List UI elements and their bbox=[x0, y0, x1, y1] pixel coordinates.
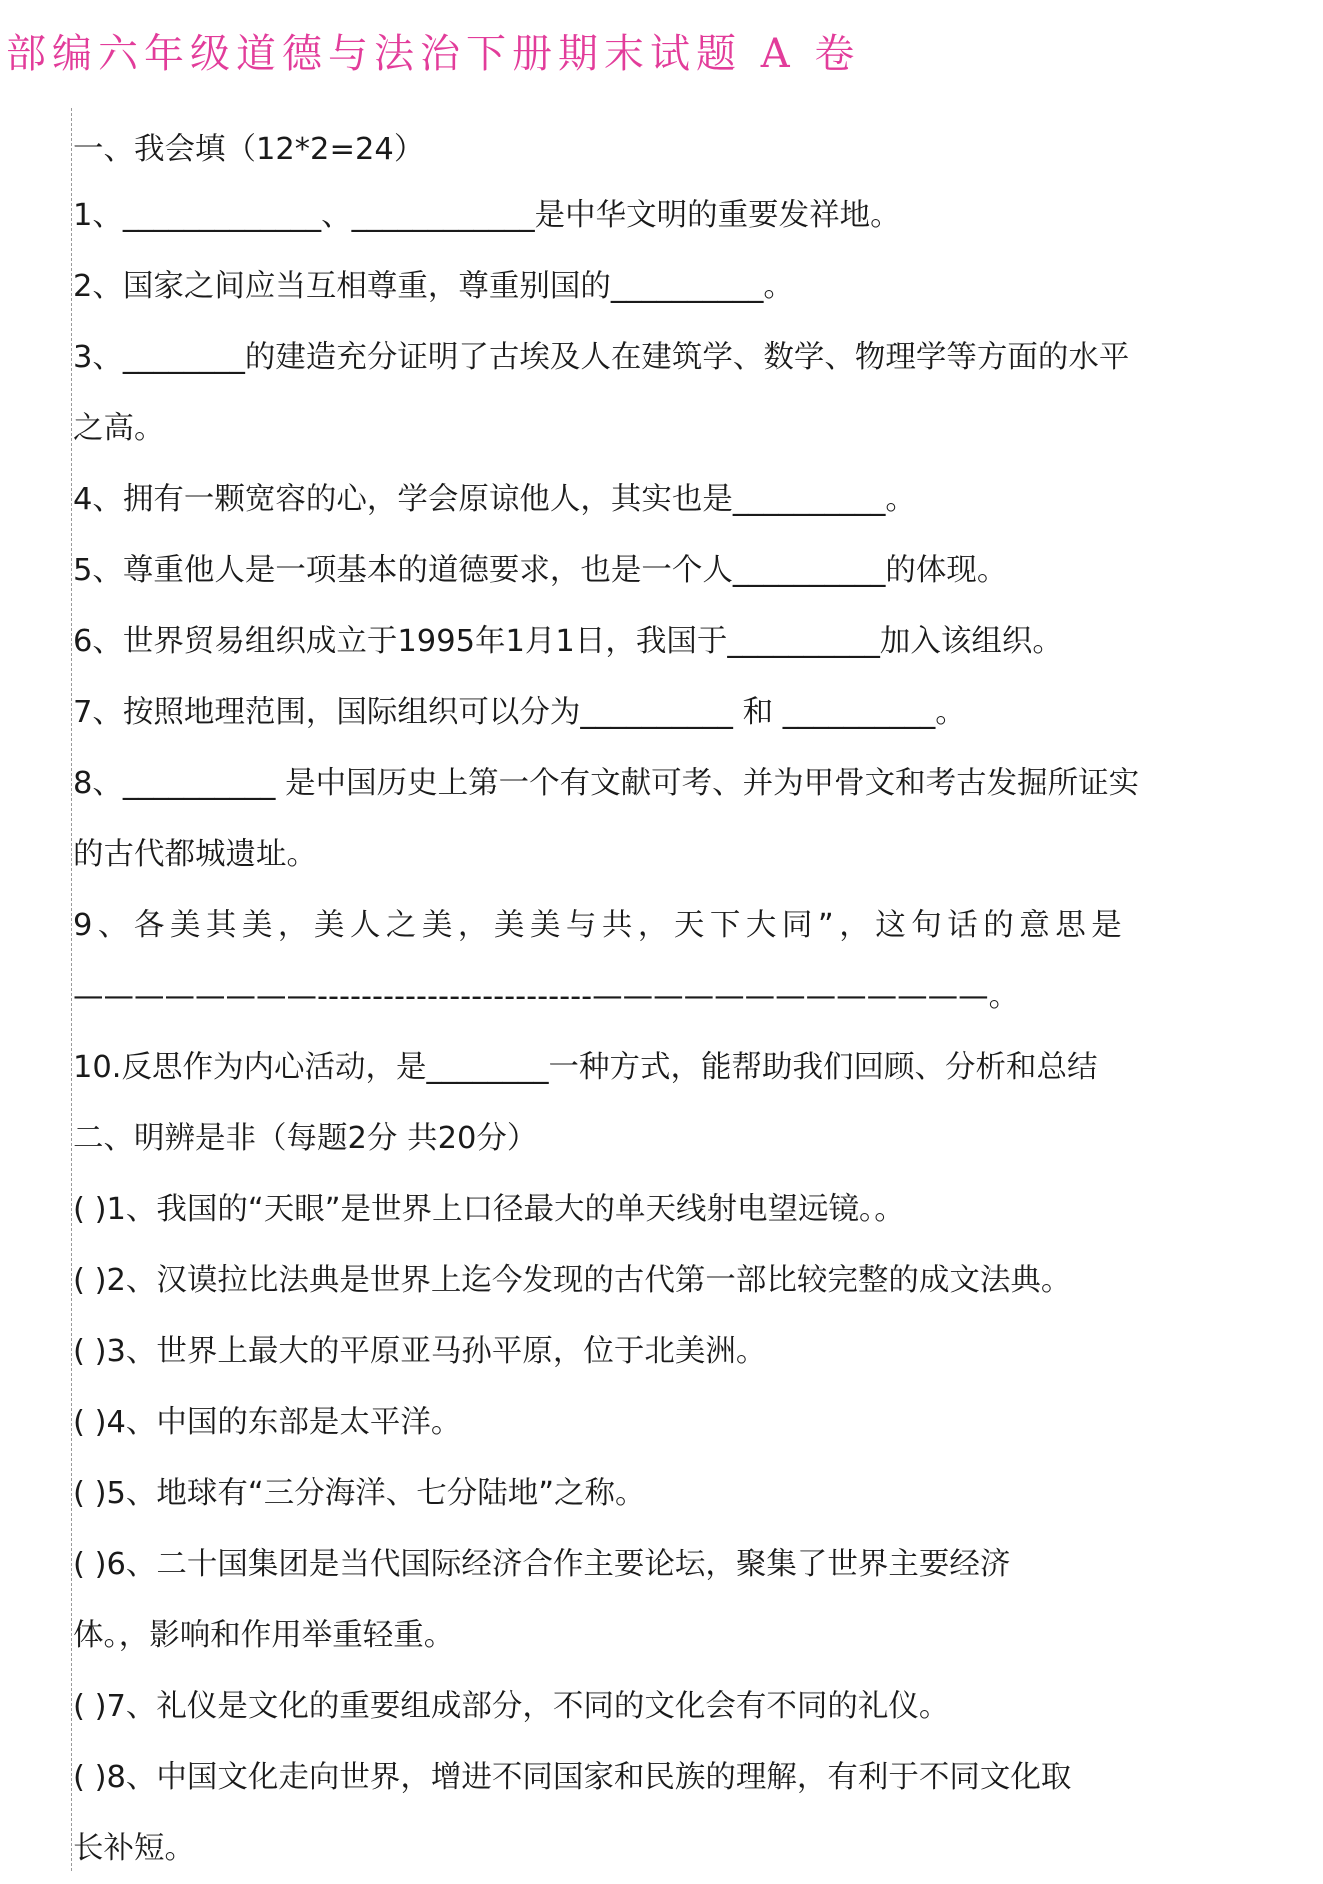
answer-blank-line: ————————-------------------------—————————————。 bbox=[73, 979, 1020, 1014]
question-line: 4、拥有一颗宽容的心，学会原谅他人，其实也是__________。 bbox=[73, 482, 916, 517]
question-line: 之高。 bbox=[73, 411, 165, 446]
page-title: 部编六年级道德与法治下册期末试题 A 卷 bbox=[6, 31, 861, 77]
question-line: 8、__________ 是中国历史上第一个有文献可考、并为甲骨文和考古发掘所证实 bbox=[73, 766, 1140, 801]
question-line: 1、_____________、____________是中华文明的重要发祥地。 bbox=[73, 198, 901, 233]
question-line: 10.反思作为内心活动，是________一种方式，能帮助我们回顾、分析和总结 bbox=[73, 1050, 1098, 1085]
true-false-item: ( )4、中国的东部是太平洋。 bbox=[73, 1405, 462, 1440]
true-false-item: ( )5、地球有“三分海洋、七分陆地”之称。 bbox=[73, 1476, 646, 1511]
question-line: 9、各美其美，美人之美，美美与共，天下大同”，这句话的意思是 bbox=[73, 908, 1128, 943]
section-fill-heading: 一、我会填（12*2=24） bbox=[73, 132, 425, 167]
true-false-item: ( )1、我国的“天眼”是世界上口径最大的单天线射电望远镜。。 bbox=[73, 1192, 905, 1227]
question-line: 6、世界贸易组织成立于1995年1月1日，我国于__________加入该组织。 bbox=[73, 624, 1063, 659]
true-false-item: ( )6、二十国集团是当代国际经济合作主要论坛，聚集了世界主要经济 bbox=[73, 1547, 1011, 1582]
true-false-item: ( )7、礼仪是文化的重要组成部分，不同的文化会有不同的礼仪。 bbox=[73, 1689, 950, 1724]
margin-divider bbox=[71, 108, 72, 1871]
section-true-false-heading: 二、明辨是非（每题2分 共20分） bbox=[73, 1121, 538, 1156]
question-line: 2、国家之间应当互相尊重，尊重别国的__________。 bbox=[73, 269, 794, 304]
true-false-item: 体。，影响和作用举重轻重。 bbox=[73, 1618, 455, 1653]
true-false-item: ( )8、中国文化走向世界，增进不同国家和民族的理解，有利于不同文化取 bbox=[73, 1760, 1072, 1795]
exam-content bbox=[73, 120, 1253, 1884]
true-false-item: ( )3、世界上最大的平原亚马孙平原，位于北美洲。 bbox=[73, 1334, 767, 1369]
question-line: 3、________的建造充分证明了古埃及人在建筑学、数学、物理学等方面的水平 bbox=[73, 340, 1130, 375]
true-false-item: 长补短。 bbox=[73, 1831, 195, 1866]
question-line: 5、尊重他人是一项基本的道德要求，也是一个人__________的体现。 bbox=[73, 553, 1008, 588]
question-line: 7、按照地理范围，国际组织可以分为__________ 和 __________。 bbox=[73, 695, 966, 730]
true-false-item: ( )2、汉谟拉比法典是世界上迄今发现的古代第一部比较完整的成文法典。 bbox=[73, 1263, 1072, 1298]
question-line: 的古代都城遗址。 bbox=[73, 837, 317, 872]
